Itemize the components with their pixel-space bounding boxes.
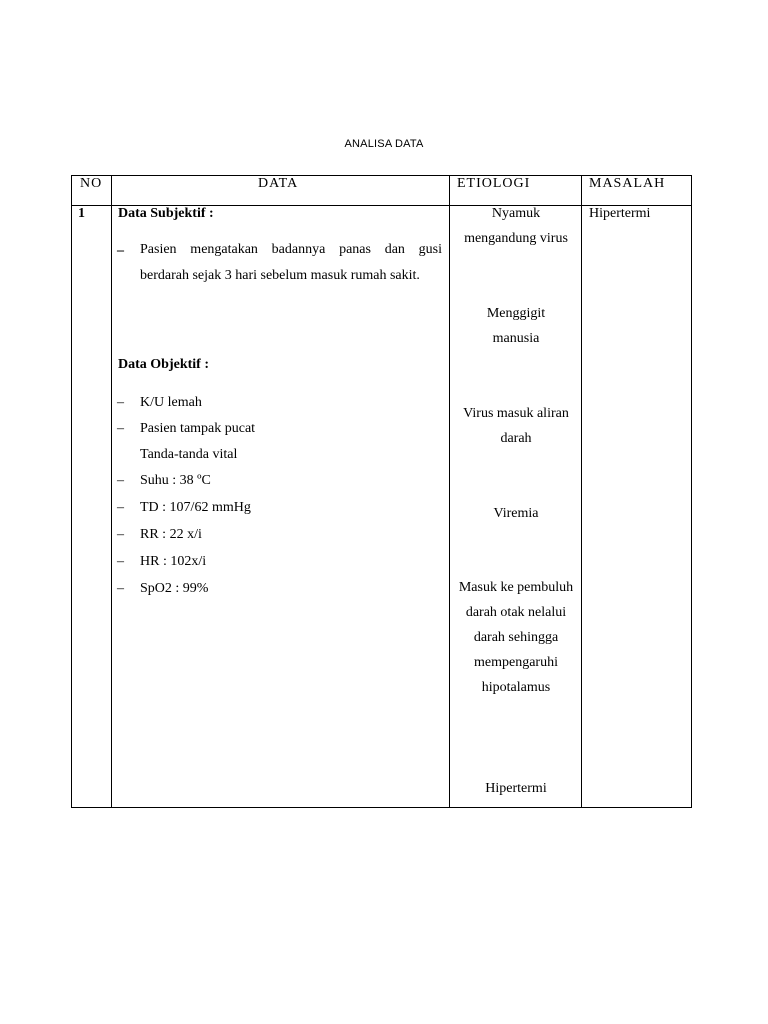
problem-value: Hipertermi: [589, 206, 651, 221]
document-title: ANALISA DATA: [344, 138, 424, 150]
bullet-dash: –: [117, 500, 124, 515]
bullet-dash: –: [117, 473, 124, 488]
header-etiologi: ETIOLOGI: [457, 176, 531, 191]
objective-item: K/U lemah: [140, 395, 202, 410]
objective-item: SpO2 : 99%: [140, 581, 209, 596]
objective-item: Pasien tampak pucat: [140, 421, 256, 436]
objective-heading: Data Objektif :: [118, 357, 209, 372]
objective-item: Suhu : 38 ºC: [140, 473, 211, 488]
column-divider: [111, 176, 112, 807]
header-no: NO: [80, 176, 103, 191]
bullet-dash: –: [117, 421, 124, 436]
objective-item: TD : 107/62 mmHg: [140, 500, 251, 515]
objective-item: Tanda-tanda vital: [140, 447, 238, 462]
etiology-step: Masuk ke pembuluh darah otak nelalui darah sehingga mempengaruhi hipotalamus: [458, 580, 574, 695]
header-masalah: MASALAH: [589, 176, 666, 191]
column-divider: [449, 176, 450, 807]
etiology-step: Nyamuk mengandung virus: [464, 206, 568, 246]
bullet-dash: –: [117, 554, 124, 569]
bullet-dash: –: [117, 527, 124, 542]
etiology-step: Viremia: [493, 506, 539, 521]
objective-item: HR : 102x/i: [140, 554, 207, 569]
subjective-item: Pasien mengatakan badannya panas dan gusi berdarah sejak 3 hari sebelum masuk rumah sakit.: [140, 242, 442, 283]
column-divider: [581, 176, 582, 807]
bullet-dash: –: [117, 395, 124, 410]
etiology-step: Menggigit manusia: [486, 306, 546, 346]
etiology-step: Virus masuk aliran darah: [463, 406, 569, 446]
row-number: 1: [78, 206, 85, 221]
objective-item: RR : 22 x/i: [140, 527, 202, 542]
bullet-dash: –: [117, 581, 124, 596]
etiology-step: Hipertermi: [485, 781, 547, 796]
bullet-dash: –: [117, 243, 124, 258]
subjective-heading: Data Subjektif :: [118, 206, 214, 221]
header-data: DATA: [258, 176, 299, 191]
